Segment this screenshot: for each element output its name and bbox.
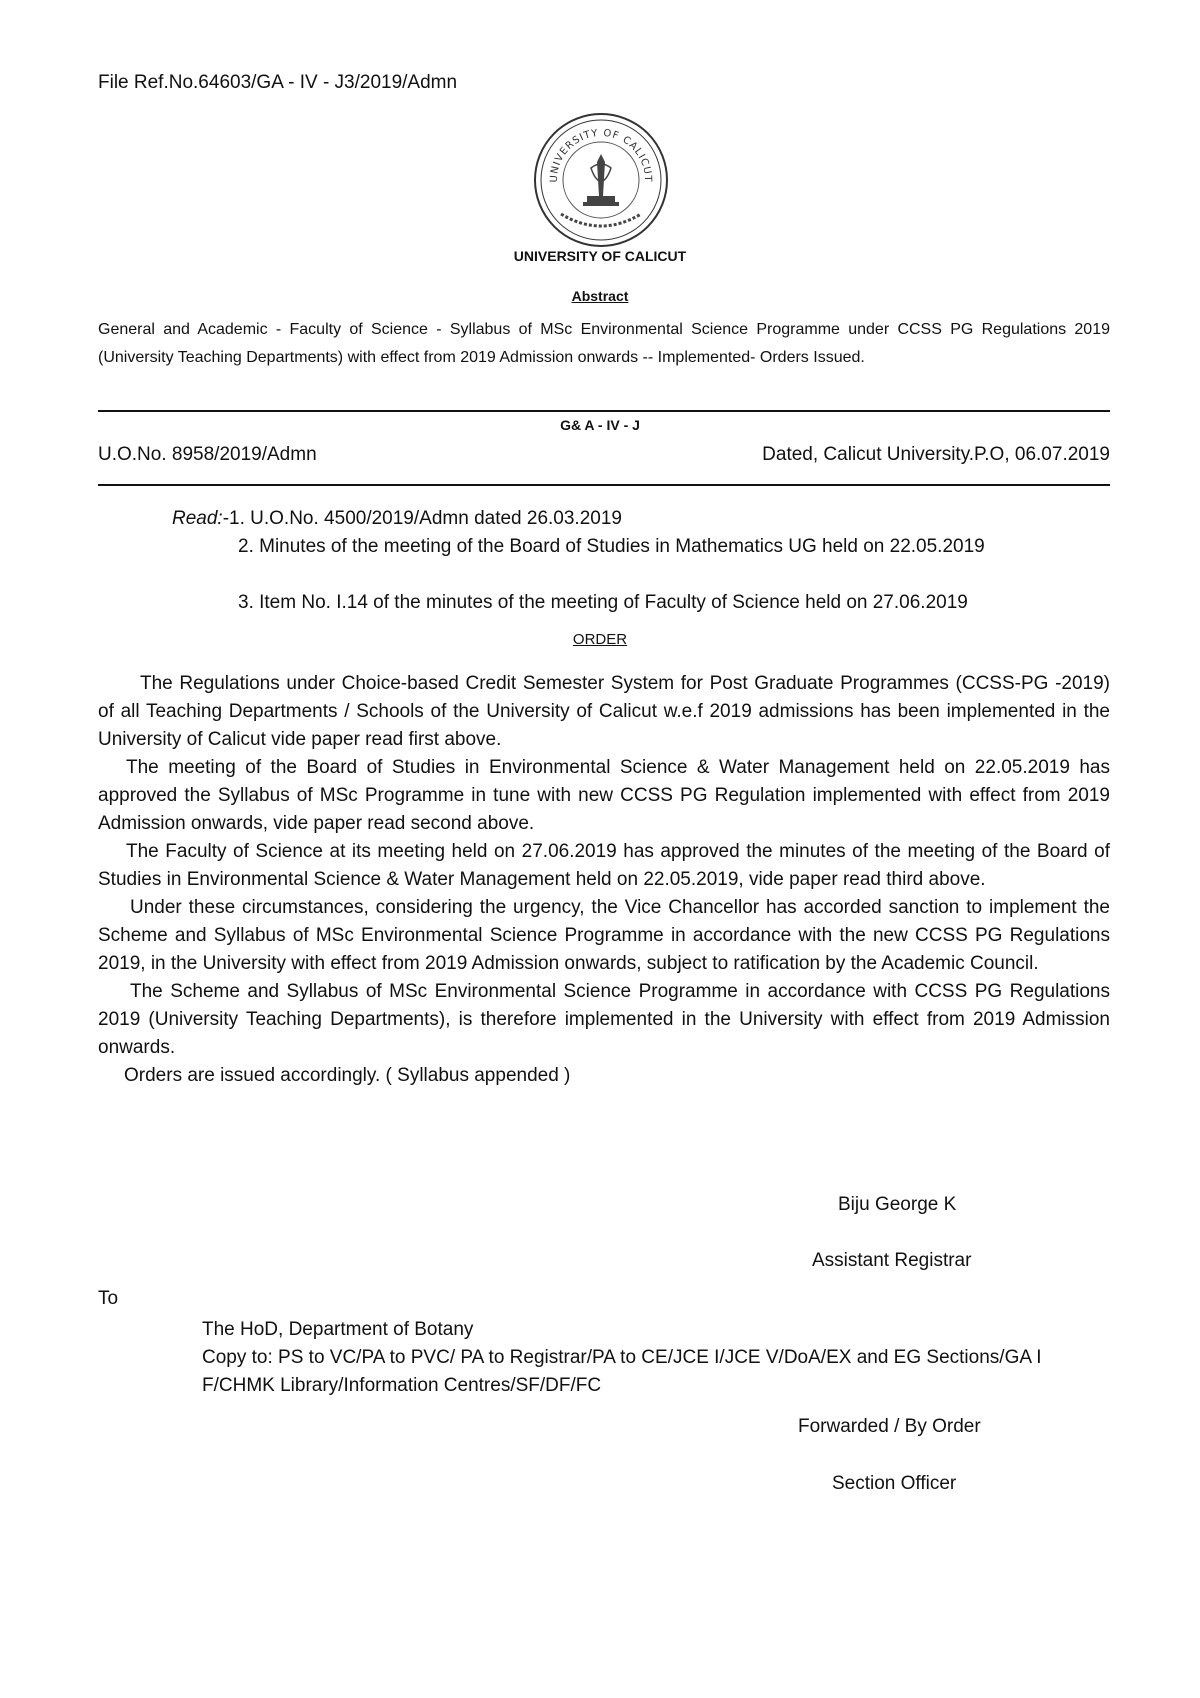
order-paragraph: The Regulations under Choice-based Credit Semester System for Post Graduate Programmes (CCSS-PG -2019) of all Teaching Departments / Schools of the University of Calicut w.e.f 2019 admissions has been implemented in the University of Calicut vide paper read first above. (98, 673, 1110, 750)
read-label: Read: (172, 508, 223, 529)
order-paragraph: Orders are issued accordingly. ( Syllabus appended ) (124, 1065, 571, 1086)
signatory-name: Biju George K (838, 1194, 957, 1215)
section-code: G& A - IV - J (560, 417, 640, 433)
read-item: 3. Item No. I.14 of the minutes of the meeting of Faculty of Science held on 27.06.2019 (238, 592, 968, 613)
recipient-block (202, 1316, 1102, 1400)
top-divider (98, 410, 1110, 412)
copy-to: Copy to: PS to VC/PA to PVC/ PA to Registrar/PA to CE/JCE I/JCE V/DoA/EX and EG Sections/GA I F/CHMK Library/Information Centres/SF/DF/FC (202, 1347, 1042, 1396)
read-item: 2. Minutes of the meeting of the Board of Studies in Mathematics UG held on 22.05.2019 (238, 536, 985, 557)
university-seal-icon (531, 110, 671, 250)
order-paragraph: The Faculty of Science at its meeting held on 27.06.2019 has approved the minutes of the meeting of the Board of Studies in Environmental Science & Water Management held on 22.05.2019, vide paper read third above. (98, 841, 1110, 890)
bottom-divider (98, 484, 1110, 486)
file-reference: File Ref.No.64603/GA - IV - J3/2019/Admn (98, 72, 458, 93)
order-date: Dated, Calicut University.P.O, 06.07.2019 (762, 444, 1110, 465)
recipient: The HoD, Department of Botany (202, 1319, 474, 1340)
seal-inscription: UNIVERSITY OF CALICUT (548, 127, 654, 183)
order-body (98, 670, 1110, 1090)
section-officer: Section Officer (832, 1473, 957, 1494)
order-paragraph: The Scheme and Syllabus of MSc Environmental Science Programme in accordance with CCSS PG Regulations 2019 (University Teaching Departments), is therefore implemented in the University with effect from 2019 Admission onwards. (98, 981, 1110, 1058)
read-first (172, 505, 622, 533)
university-name: UNIVERSITY OF CALICUT (513, 248, 687, 264)
forwarded-by-order: Forwarded / By Order (798, 1416, 981, 1437)
order-heading: ORDER (572, 631, 628, 648)
to-label: To (98, 1288, 119, 1309)
order-paragraph: The meeting of the Board of Studies in Environmental Science & Water Management held on 22.05.2019 has approved the Syllabus of MSc Programme in tune with new CCSS PG Regulation implemented with effect from 2019 Admission onwards, vide paper read second above. (98, 757, 1110, 834)
abstract-heading: Abstract (571, 288, 629, 304)
abstract-body: General and Academic - Faculty of Science - Syllabus of MSc Environmental Science Programme under CCSS PG Regulations 2019 (University Teaching Departments) with effect from 2019 Admission onwards -- Implemented- Orders Issued. (98, 321, 1110, 366)
signatory-designation: Assistant Registrar (812, 1250, 972, 1271)
uo-number: U.O.No. 8958/2019/Admn (98, 444, 317, 465)
read-item: -1. U.O.No. 4500/2019/Admn dated 26.03.2019 (222, 508, 622, 529)
order-paragraph: Under these circumstances, considering the urgency, the Vice Chancellor has accorded sanction to implement the Scheme and Syllabus of MSc Environmental Science Programme in accordance with the new CCSS PG Regulations 2019, in the University with effect from 2019 Admission onwards, subject to ratification by the Academic Council. (98, 897, 1110, 974)
